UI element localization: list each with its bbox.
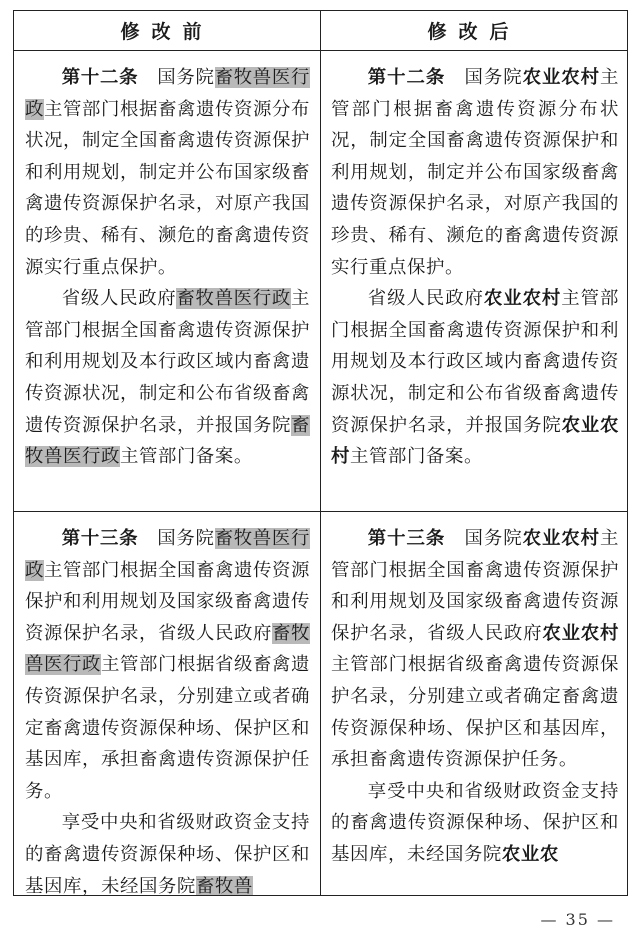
body-text: 主管部门根据省级畜禽遗传资源保护名录，分别建立或者确定畜禽遗传资源保种场、保护区和基因库，承担畜禽遗传资源保护任务。 (25, 654, 310, 802)
row2-after (321, 512, 627, 895)
paragraph (25, 523, 310, 807)
paragraph (331, 62, 619, 283)
body-text: 主管部门根据全国畜禽遗传资源保护和利用规划及国家级畜禽遗传资源保护名录，省级人民政府 (25, 559, 310, 644)
revised-text: 农业农村 (483, 288, 562, 310)
article-number: 第十二条 (367, 67, 446, 88)
deleted-text: 畜牧兽医行政 (25, 622, 310, 676)
paragraph (25, 807, 310, 895)
body-text: 主管部门根据畜禽遗传资源分布状况，制定全国畜禽遗传资源保护和利用规划，制定并公布国家级畜禽遗传资源保护名录，对原产我国的珍贵、稀有、濒危的畜禽遗传资源实行重点保护。 (25, 98, 310, 278)
revised-text: 农业农村 (542, 622, 619, 644)
deleted-text: 畜牧兽医行政 (25, 67, 310, 120)
row1-before (14, 51, 321, 512)
paragraph (331, 523, 619, 776)
body-text: 主管部门根据全国畜禽遗传资源保护和利用规划及本行政区域内畜禽遗传资源状况，制定和公布省级畜禽遗传资源保护名录，并报国务院 (331, 288, 619, 436)
header-after: 修改后 (321, 11, 627, 51)
revised-text: 农业农村 (331, 414, 619, 468)
row1-after (321, 51, 627, 512)
body-text: 享受中央和省级财政资金支持的畜禽遗传资源保种场、保护区和基因库，未经国务院 (331, 780, 619, 865)
article-number: 第十二条 (61, 67, 139, 88)
body-text: 国务院 (157, 528, 215, 549)
body-text: 国务院 (464, 67, 523, 88)
body-text: 国务院 (464, 528, 523, 549)
paragraph (331, 283, 619, 473)
revised-text: 农业农 (501, 843, 559, 865)
body-text: 主管部门根据畜禽遗传资源分布状况，制定全国畜禽遗传资源保护和利用规划，制定并公布国家级畜禽遗传资源保护名录，对原产我国的珍贵、稀有、濒危的畜禽遗传资源实行重点保护。 (331, 67, 619, 278)
body-text: 享受中央和省级财政资金支持的畜禽遗传资源保种场、保护区和基因库，未经国务院 (25, 812, 310, 895)
body-text: 主管部门根据全国畜禽遗传资源保护和利用规划及国家级畜禽遗传资源保护名录，省级人民政府 (331, 528, 619, 644)
body-text: 主管部门备案。 (350, 446, 483, 468)
paragraph (25, 62, 310, 283)
header-before: 修改前 (14, 11, 321, 51)
paragraph (331, 776, 619, 871)
body-text: 主管部门根据全国畜禽遗传资源保护和利用规划及本行政区域内畜禽遗传资源状况，制定和公布省级畜禽遗传资源保护名录，并报国务院 (25, 288, 310, 436)
body-text: 省级人民政府 (61, 288, 177, 310)
revised-text: 农业农村 (522, 528, 600, 549)
comparison-table (13, 10, 628, 896)
article-number: 第十三条 (367, 528, 446, 549)
deleted-text: 畜牧兽医行政 (25, 414, 310, 468)
revised-text: 农业农村 (522, 67, 600, 88)
deleted-text: 畜牧兽 (195, 875, 253, 895)
deleted-text: 畜牧兽医行政 (176, 288, 291, 310)
paragraph (25, 283, 310, 473)
body-text: 主管部门备案。 (119, 446, 253, 468)
page-number: — 35 — (540, 910, 615, 929)
row2-before (14, 512, 321, 895)
body-text: 主管部门根据省级畜禽遗传资源保护名录，分别建立或者确定畜禽遗传资源保种场、保护区和基因库，承担畜禽遗传资源保护任务。 (331, 654, 619, 771)
body-text: 国务院 (157, 67, 215, 88)
deleted-text: 畜牧兽医行政 (25, 528, 310, 581)
article-number: 第十三条 (61, 528, 139, 549)
body-text: 省级人民政府 (367, 288, 484, 310)
